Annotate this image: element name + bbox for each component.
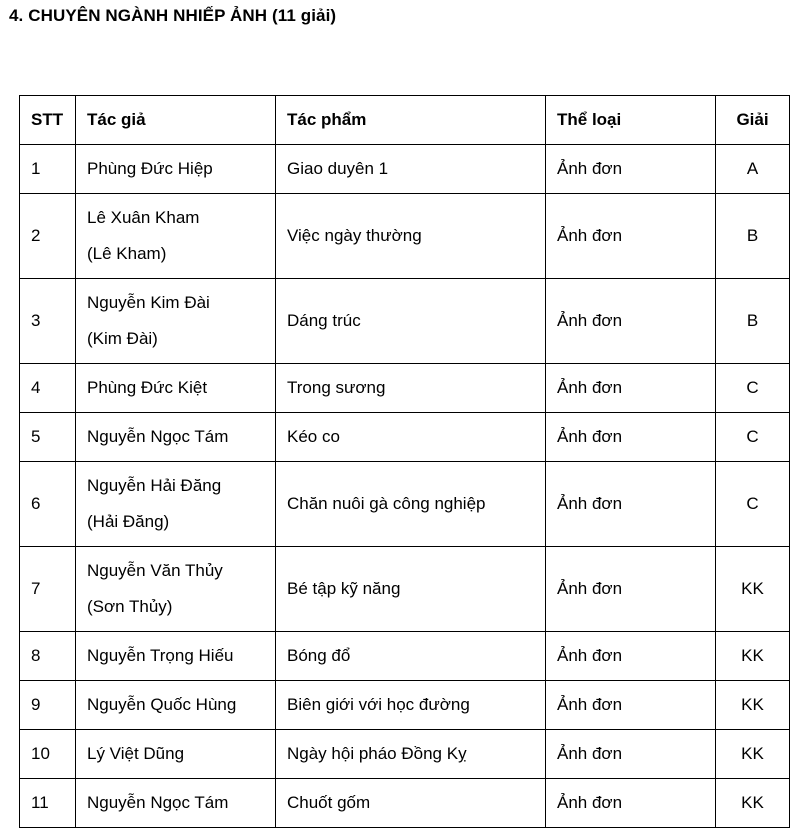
cell-award: C: [716, 462, 790, 547]
cell-stt: 1: [20, 145, 76, 194]
cell-award: KK: [716, 730, 790, 779]
header-author: Tác giả: [76, 96, 276, 145]
table-row: [20, 194, 790, 279]
cell-award: KK: [716, 681, 790, 730]
table-body: [20, 145, 790, 828]
cell-work: Ngày hội pháo Đồng Kỵ: [276, 730, 546, 779]
author-alias: (Lê Kham): [87, 244, 167, 263]
cell-author: [76, 145, 276, 194]
cell-work: Biên giới với học đường: [276, 681, 546, 730]
cell-work: Việc ngày thường: [276, 194, 546, 279]
table-row: [20, 632, 790, 681]
cell-stt: 4: [20, 364, 76, 413]
cell-award: KK: [716, 632, 790, 681]
author-name: Nguyễn Ngọc Tám: [87, 427, 229, 446]
author-name: Phùng Đức Kiệt: [87, 378, 208, 397]
cell-award: KK: [716, 547, 790, 632]
cell-stt: 7: [20, 547, 76, 632]
cell-work: Bé tập kỹ năng: [276, 547, 546, 632]
author-name: Nguyễn Trọng Hiếu: [87, 646, 234, 665]
cell-genre: Ảnh đơn: [546, 779, 716, 828]
table-header-row: [20, 96, 790, 145]
section-heading: 4. CHUYÊN NGÀNH NHIẾP ẢNH (11 giải): [9, 6, 337, 25]
cell-award: B: [716, 194, 790, 279]
author-name: Nguyễn Quốc Hùng: [87, 695, 237, 714]
author-name: Phùng Đức Hiệp: [87, 159, 213, 178]
cell-stt: 6: [20, 462, 76, 547]
cell-genre: Ảnh đơn: [546, 681, 716, 730]
cell-work: Bóng đổ: [276, 632, 546, 681]
cell-work: Giao duyên 1: [276, 145, 546, 194]
cell-stt: 9: [20, 681, 76, 730]
cell-award: C: [716, 413, 790, 462]
cell-stt: 3: [20, 279, 76, 364]
cell-award: B: [716, 279, 790, 364]
cell-author: [76, 279, 276, 364]
header-work: Tác phẩm: [276, 96, 546, 145]
author-name: Nguyễn Văn Thủy: [87, 561, 223, 580]
cell-genre: Ảnh đơn: [546, 364, 716, 413]
header-genre: Thể loại: [546, 96, 716, 145]
cell-stt: 11: [20, 779, 76, 828]
cell-work: Dáng trúc: [276, 279, 546, 364]
cell-genre: Ảnh đơn: [546, 632, 716, 681]
table-row: [20, 364, 790, 413]
cell-author: [76, 413, 276, 462]
cell-author: [76, 364, 276, 413]
cell-work: Chuốt gốm: [276, 779, 546, 828]
author-name: Nguyễn Ngọc Tám: [87, 793, 229, 812]
table-row: [20, 462, 790, 547]
header-award: Giải: [716, 96, 790, 145]
table-row: [20, 279, 790, 364]
cell-author: [76, 730, 276, 779]
cell-genre: Ảnh đơn: [546, 145, 716, 194]
cell-author: [76, 681, 276, 730]
cell-award: A: [716, 145, 790, 194]
author-name: Nguyễn Kim Đài: [87, 293, 210, 312]
table-row: [20, 547, 790, 632]
author-name: Lý Việt Dũng: [87, 744, 185, 763]
cell-work: Kéo co: [276, 413, 546, 462]
cell-author: [76, 462, 276, 547]
author-name: Nguyễn Hải Đăng: [87, 476, 222, 495]
awards-table: [19, 95, 790, 828]
header-stt: STT: [20, 96, 76, 145]
author-alias: (Kim Đài): [87, 329, 158, 348]
cell-genre: Ảnh đơn: [546, 462, 716, 547]
cell-genre: Ảnh đơn: [546, 730, 716, 779]
cell-stt: 8: [20, 632, 76, 681]
cell-author: [76, 779, 276, 828]
author-alias: (Hải Đăng): [87, 512, 170, 531]
author-alias: (Sơn Thủy): [87, 597, 173, 616]
cell-genre: Ảnh đơn: [546, 547, 716, 632]
cell-genre: Ảnh đơn: [546, 413, 716, 462]
cell-award: KK: [716, 779, 790, 828]
cell-work: Chăn nuôi gà công nghiệp: [276, 462, 546, 547]
cell-author: [76, 194, 276, 279]
cell-genre: Ảnh đơn: [546, 279, 716, 364]
table-row: [20, 145, 790, 194]
cell-author: [76, 547, 276, 632]
cell-stt: 10: [20, 730, 76, 779]
table-row: [20, 779, 790, 828]
cell-genre: Ảnh đơn: [546, 194, 716, 279]
cell-stt: 5: [20, 413, 76, 462]
table-row: [20, 413, 790, 462]
cell-work: Trong sương: [276, 364, 546, 413]
author-name: Lê Xuân Kham: [87, 208, 200, 227]
cell-author: [76, 632, 276, 681]
table-row: [20, 681, 790, 730]
cell-stt: 2: [20, 194, 76, 279]
cell-award: C: [716, 364, 790, 413]
table-row: [20, 730, 790, 779]
